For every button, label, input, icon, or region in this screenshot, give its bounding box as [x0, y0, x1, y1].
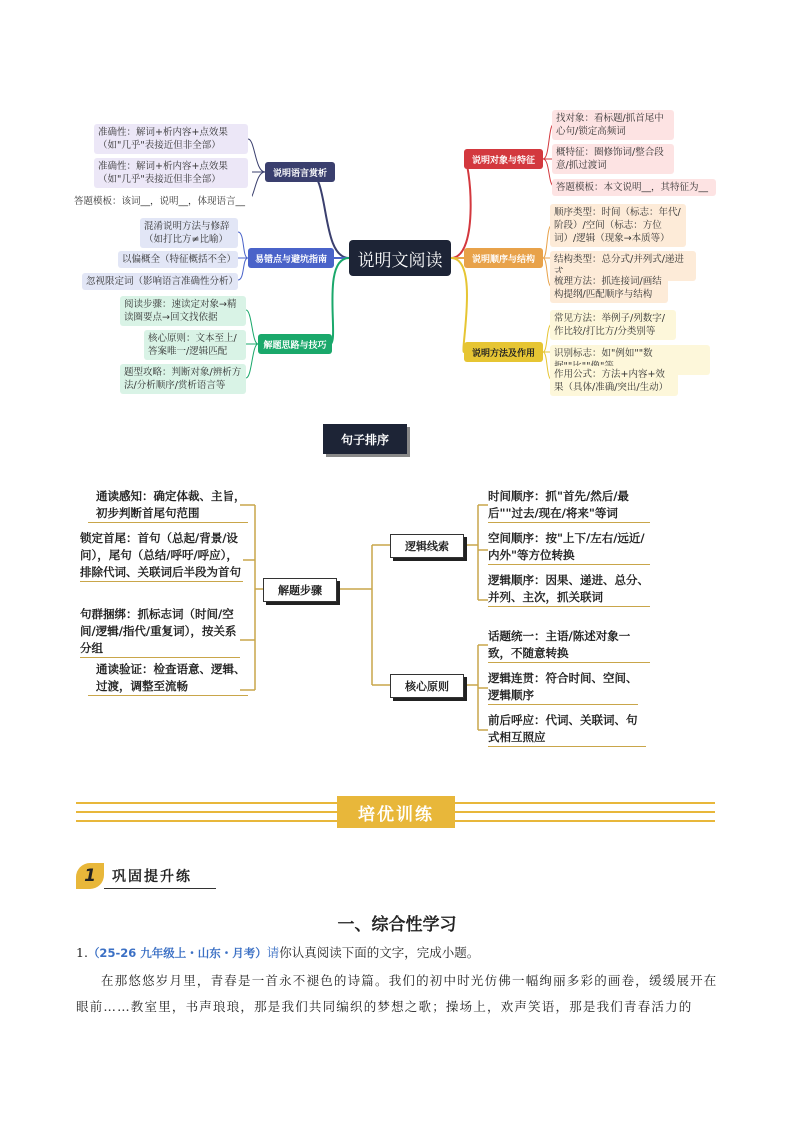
leaf-question-types: 题型攻略：判断对象/辨析方法/分析顺序/赏析语言等: [120, 364, 246, 394]
section-underline: [104, 888, 216, 889]
banner-rule-right-2: [455, 811, 715, 813]
leaf-effect-formula: 作用公式：方法+内容+效果（具体/准确/突出/生动）: [550, 366, 678, 396]
leaf-find-object: 找对象：看标题/抓首尾中心句/锁定高频词: [552, 110, 674, 140]
banner-rule-left-1: [76, 802, 337, 804]
leaf-summarize-features: 概特征：圈修饰词/整合段意/抓过渡词: [552, 144, 674, 174]
leaf-feature-template: 答题模板：本文说明__，其特征为__: [552, 179, 716, 196]
order-time: 时间顺序：抓"首先/然后/最后""过去/现在/将来"等词: [488, 488, 650, 523]
mindmap1-center: 说明文阅读: [349, 240, 451, 276]
banner-rule-right-1: [455, 802, 715, 804]
branch-methods: 说明方法及作用: [464, 342, 543, 362]
leaf-order-types: 顺序类型：时间（标志：年代/阶段）/空间（标志：方位词）/逻辑（现象→本质等）: [550, 204, 686, 247]
question-line: [76, 940, 726, 966]
order-logic: 逻辑顺序：因果、递进、总分、并列、主次，抓关联词: [488, 572, 650, 607]
branch-order: 说明顺序与结构: [464, 248, 543, 268]
mindmap2-principle-box: 核心原则: [390, 674, 464, 698]
branch-language: 说明语言赏析: [265, 162, 335, 182]
passage-text: 在那悠悠岁月里，青春是一首永不褪色的诗篇。我们的初中时光仿佛一幅绚丽多彩的画卷，缓缓展开在眼前……教室里，书声琅琅，那是我们共同编织的梦想之歌；操场上，欢声笑语，那是我们青春活力的: [76, 973, 718, 1014]
leaf-structure-types: 结构类型：总分式/并列式/递进: [550, 251, 696, 281]
step-skim: 通读感知：确定体裁、主旨，初步判断首尾句范围: [88, 488, 248, 523]
order-space: 空间顺序：按"上下/左右/远近/内外"等方位转换: [488, 530, 650, 565]
leaf-overgeneralize: 以偏概全（特征概括不全）: [118, 251, 238, 268]
leaf-common-methods: 常见方法：举例子/列数字/作比较/打比方/分类别等: [550, 310, 676, 340]
heading-comprehensive: 一、综合性学习: [337, 915, 457, 935]
principle-echo: 前后呼应：代词、关联词、句式相互照应: [488, 712, 646, 747]
branch-strategies: 解题思路与技巧: [258, 334, 332, 354]
leaf-qualifiers: 忽视限定词（影响语言准确性分析）: [82, 273, 238, 290]
leaf-core-principle: 核心原则：文本至上/答案唯一/逻辑匹配: [144, 330, 246, 360]
leaf-reading-steps: 阅读步骤：速读定对象→精读圈要点→回文找依据: [120, 296, 246, 326]
step-lock-ends: 锁定首尾：首句（总起/背景/设问），尾句（总结/呼吁/呼应），排除代词、关联词后半段为首句: [80, 530, 243, 582]
question-number: 1.: [76, 945, 88, 960]
question-lead: 请: [266, 945, 280, 960]
banner-rule-left-3: [76, 820, 337, 822]
mindmap2-logic-box: 逻辑线索: [390, 534, 464, 558]
training-banner: 培优训练: [337, 796, 455, 828]
question-source: （25-26 九年级上・山东・月考）: [87, 946, 267, 960]
leaf-accuracy-1: 准确性：解词+析内容+点效果（如"几乎"表接近但非全部）: [94, 124, 248, 154]
banner-rule-left-2: [76, 811, 337, 813]
question-instruction: 你认真阅读下面的文字，完成小题。: [279, 945, 480, 960]
leaf-sort-method: 梳理方法：抓连接词/画结构提纲/匹配顺序与结构: [550, 273, 668, 303]
section-number-badge: 1: [76, 863, 104, 889]
banner-rule-right-3: [455, 820, 715, 822]
leaf-confusion: 混淆说明方法与修辞（如打比方≠比喻）: [140, 218, 238, 248]
section-title: 巩固提升练: [112, 869, 192, 885]
branch-object: 说明对象与特征: [464, 149, 543, 169]
mindmap2-steps-box: 解题步骤: [263, 578, 337, 602]
mindmap2-title: 句子排序: [323, 424, 407, 454]
leaf-accuracy-2: 准确性：解词+析内容+点效果（如"几乎"表接近但非全部）: [94, 158, 248, 188]
leaf-markers: 识别标志：如"例如""数: [550, 345, 710, 375]
principle-topic: 话题统一：主语/陈述对象一致，不随意转换: [488, 628, 650, 663]
step-group: 句群捆绑：抓标志词（时间/空间/逻辑/指代/重复词），按关系分组: [80, 606, 240, 658]
step-verify: 通读验证：检查语意、逻辑、过渡，调整至流畅: [88, 661, 248, 696]
branch-pitfalls: 易错点与避坑指南: [248, 248, 334, 268]
leaf-answer-template: 答题模板：该词__，说明__，体现语言__: [70, 193, 252, 210]
principle-coherence: 逻辑连贯：符合时间、空间、逻辑顺序: [488, 670, 638, 705]
